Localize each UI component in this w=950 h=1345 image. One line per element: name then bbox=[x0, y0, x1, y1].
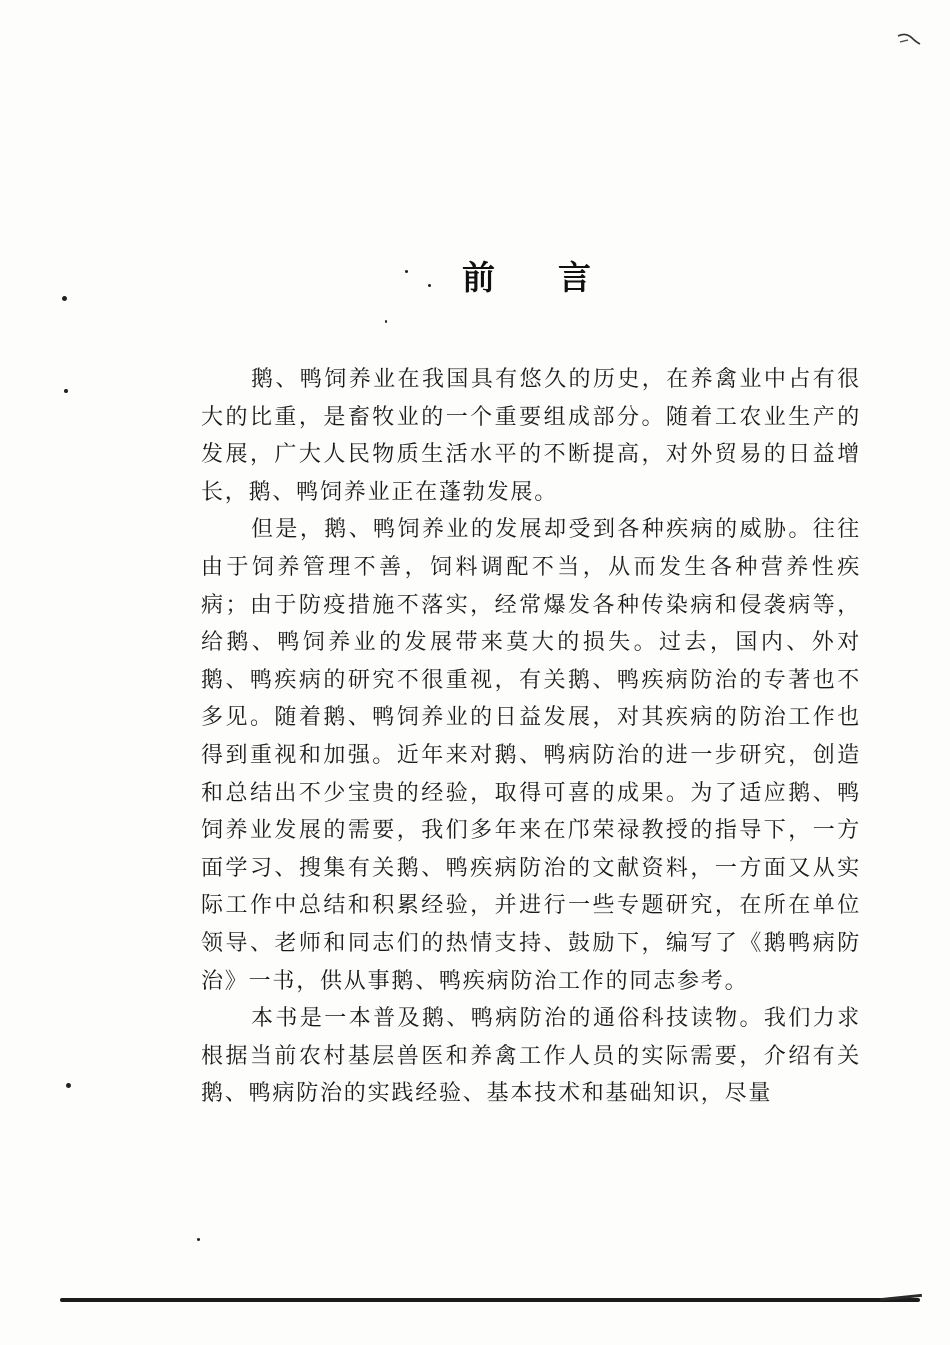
speck bbox=[66, 1083, 71, 1088]
speck bbox=[64, 389, 68, 393]
page-title bbox=[0, 250, 950, 306]
speck bbox=[428, 284, 431, 287]
speck bbox=[62, 296, 67, 301]
paragraph-3: 本书是一本普及鹅、鸭病防治的通俗科技读物。我们力求根据当前农村基层兽医和养禽工作人员的实际需要，介绍有关鹅、鸭病防治的实践经验、基本技术和基础知识，尽量 bbox=[201, 1006, 861, 1107]
paragraph-2: 但是，鹅、鸭饲养业的发展却受到各种疾病的威胁。往往由于饲养管理不善，饲料调配不当，从而发生各种营养性疾病；由于防疫措施不落实，经常爆发各种传染病和侵袭病等，给鹅、鸭饲养业的发展带来莫大的损失。过去，国内、外对鹅、鸭疾病的研究不很重视，有关鹅、鸭疾病防治的专著也不多见。随着鹅、鸭饲养业的日益发展，对其疾病的防治工作也得到重视和加强。近年来对鹅、鸭病防治的进一步研究，创造和总结出不少宝贵的经验，取得可喜的成果。为了适应鹅、鸭饲养业发展的需要，我们多年来在邝荣禄教授的指导下，一方面学习、搜集有关鹅、鸭疾病防治的文献资料，一方面又从实际工作中总结和积累经验，并进行一些专题研究，在所在单位领导、老师和同志们的热情支持、鼓励下，编写了《鹅鸭病防治》一书，供从事鹅、鸭疾病防治工作的同志参考。 bbox=[201, 517, 861, 994]
title-char-1: 前 bbox=[462, 258, 495, 297]
paragraph-1: 鹅、鸭饲养业在我国具有悠久的历史，在养禽业中占有很大的比重，是畜牧业的一个重要组成部分。随着工农业生产的发展，广大人民物质生活水平的不断提高，对外贸易的日益增长，鹅、鸭饲养业正在蓬勃发展。 bbox=[201, 367, 861, 505]
speck bbox=[197, 1238, 200, 1241]
bottom-rule bbox=[60, 1298, 920, 1302]
speck bbox=[385, 320, 387, 323]
body-text bbox=[201, 361, 861, 1113]
title-char-2: 言 bbox=[558, 258, 591, 297]
speck bbox=[405, 270, 408, 273]
corner-scribble bbox=[896, 30, 922, 48]
